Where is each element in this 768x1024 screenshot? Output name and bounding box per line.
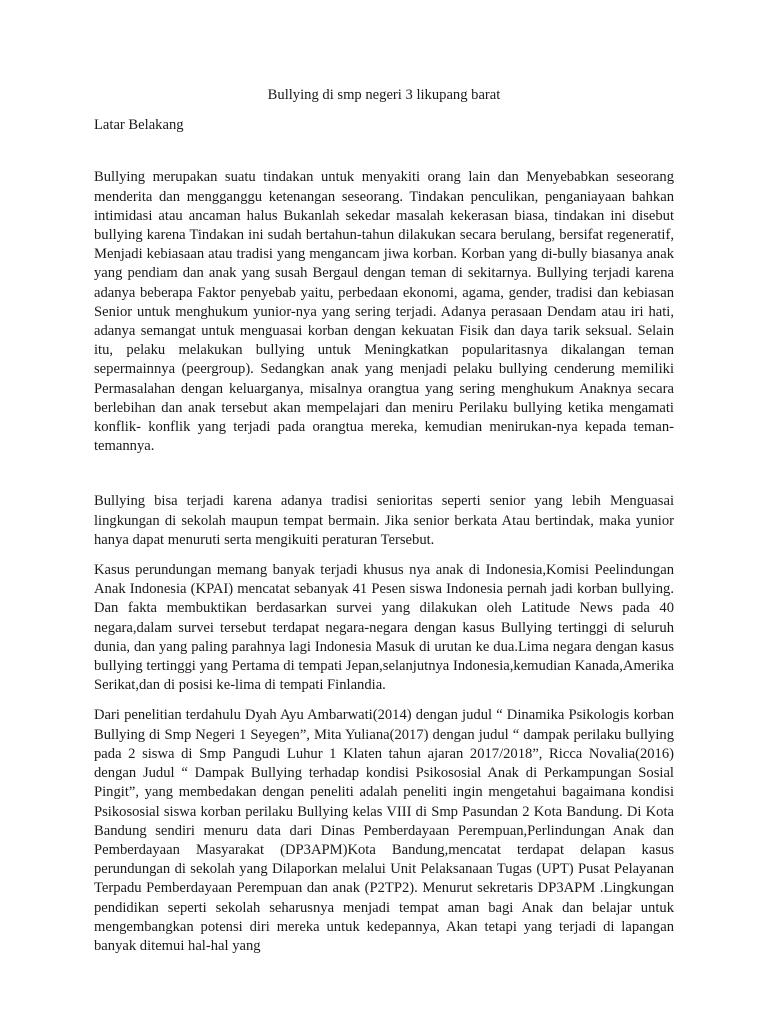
section-heading: Latar Belakang	[94, 117, 184, 134]
document-body	[94, 86, 674, 956]
document-title: Bullying di smp negeri 3 likupang barat	[267, 87, 501, 103]
paragraph: Kasus perundungan memang banyak terjadi khusus nya anak di Indonesia,Komisi Peelindungan Anak Indonesia (KPAI) mencatat sebanyak 41 Pesen siswa Indonesia pernah jadi korban bullying. Dan fakta membuktikan berdasarkan survei yang dilakukan oleh Latitude News pada 40 negara,dalam survei tersebut terdapat negara-negara dengan kasus Bullying tertinggi di seluruh dunia, dan yang paling parahnya lagi Indonesia Masuk di urutan ke dua.Lima negara dengan kasus bullying tertinggi yang Pertama di tempati Jepan,selanjutnya Indonesia,kemudian Kanada,Amerika Serikat,dan di posisi ke-lima di tempati Finlandia.	[94, 562, 674, 694]
paragraph: Bullying bisa terjadi karena adanya tradisi senioritas seperti senior yang lebih Menguasai lingkungan di sekolah maupun tempat bermain. Jika senior berkata Atau bertindak, maka yunior hanya dapat menuruti serta mengikuiti peraturan Tersebut.	[94, 493, 674, 548]
paragraph: Bullying merupakan suatu tindakan untuk menyakiti orang lain dan Menyebabkan seseorang menderita dan mengganggu ketenangan seseorang. Tindakan penculikan, penganiayaan bahkan intimidasi atau ancaman halus Bukanlah sekedar masalah kekerasan biasa, tindakan ini disebut bullying karena Tindakan ini sudah bertahun-tahun dilakukan secara berulang, bersifat regeneratif, Menjadi kebiasaan atau tradisi yang mengancam jiwa korban. Korban yang di-bully biasanya anak yang pendiam dan anak yang susah Bergaul dengan teman di sekitarnya. Bullying terjadi karena adanya beberapa Faktor penyebab yaitu, perbedaan ekonomi, agama, gender, tradisi dan kebiasan Senior untuk menghukum yunior-nya yang sering terjadi. Adanya perasaan Dendam atau iri hati, adanya semangat untuk menguasai korban dengan kekuatan Fisik dan daya tarik seksual. Selain itu, pelaku melakukan bullying untuk Meningkatkan popularitasnya dikalangan teman sepermainnya (peergroup). Sedangkan anak yang menjadi pelaku bullying cenderung memiliki Permasalahan dengan keluarganya, misalnya orangtua yang sering menghukum Anaknya secara berlebihan dan anak tersebut akan mempelajari dan meniru Perilaku bullying ketika mengamati konflik- konflik yang terjadi pada orangtua mereka, kemudian menirukan-nya kepada teman-temannya.	[94, 169, 674, 455]
paragraph: Dari penelitian terdahulu Dyah Ayu Ambarwati(2014) dengan judul “ Dinamika Psikologis korban Bullying di Smp Negeri 1 Seyegen”, Mita Yuliana(2017) dengan judul “ dampak perilaku bullying pada 2 siswa di Smp Pangudi Luhur 1 Klaten tahun ajaran 2017/2018”, Ricca Novalia(2016) dengan Judul “ Dampak Bullying terhadap kondisi Psikososial Anak di Perkampungan Sosial Pingit”, yang membedakan dengan peneliti adalah peneliti ingin mengetahui bagaimana kondisi Psikososial siswa korban perilaku Bullying kelas VIII di Smp Pasundan 2 Kota Bandung. Di Kota Bandung sendiri menuru data dari Dinas Pemberdayaan Perempuan,Perlindungan Anak dan Pemberdayaan Masyarakat (DP3APM)Kota Bandung,mencatat terdapat delapan kasus perundungan di sekolah yang Dilaporkan melalui Unit Pelaksanaan Tugas (UPT) Pusat Pelayanan Terpadu Pemberdayaan Perempuan dan anak (P2TP2). Menurut sekretaris DP3APM .Lingkungan pendidikan seperti sekolah seharusnya menjadi tempat aman bagi Anak dan belajar untuk mengembangkan potensi diri mereka untuk kedepannya, Akan tetapi yang terjadi di lapangan banyak ditemui hal-hal yang	[94, 707, 674, 954]
